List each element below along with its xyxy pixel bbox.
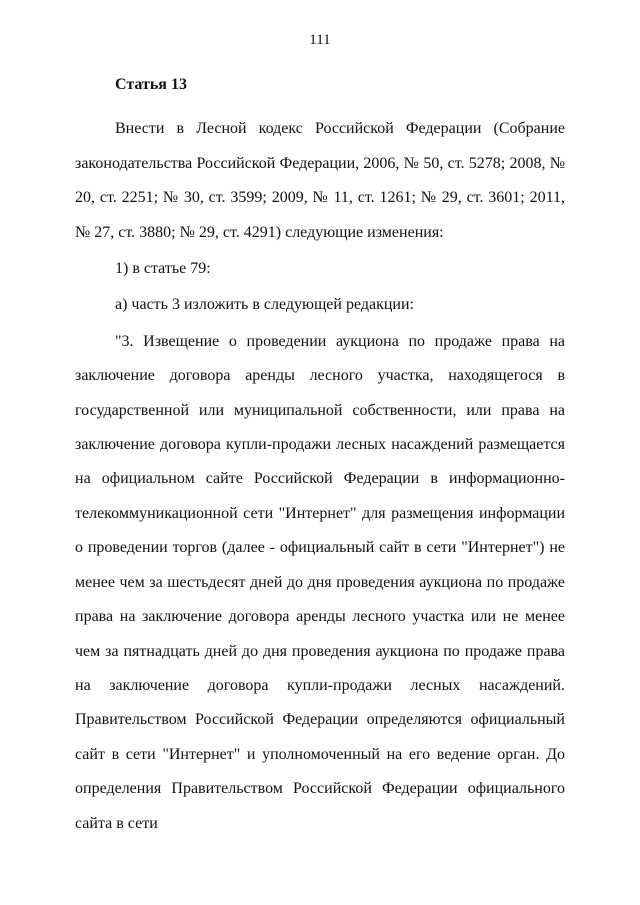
article-heading: Статья 13 (115, 76, 187, 93)
paragraph-subitem-a: а) часть 3 изложить в следующей редакции: (115, 296, 414, 314)
document-body (75, 68, 565, 841)
page-number: 111 (309, 32, 331, 48)
paragraph-intro: Внести в Лесной кодекс Российской Федерации (Собрание законодательства Российской Федерации, 2006, № 50, ст. 5278; 2008, № 20, ст. 2251; № 30, ст. 3599; 2009, № 11, ст. 1261; № 29, ст. 3601; 2011, № 27, ст. 3880; № 29, ст. 4291) следующие изменения: (75, 120, 565, 241)
paragraph-item-1: 1) в статье 79: (115, 260, 211, 278)
paragraph-quoted-text: "3. Извещение о проведении аукциона по продаже права на заключение договора аренды лесного участка, находящегося в государственной или муниципальной собственности, или права на заключение договора купли-продажи лесных насаждений размещается на официальном сайте Российской Федерации в информационно-телекоммуникационной сети "Интернет" для размещения информации о проведении торгов (далее - официальный сайт в сети "Интернет") не менее чем за шестьдесят дней до дня проведения аукциона по продаже права на заключение договора аренды лесного участка или не менее чем за пятнадцать дней до дня проведения аукциона по продаже права на заключение договора купли-продажи лесных насаждений. Правительством Российской Федерации определяются официальный сайт в сети "Интернет" и уполномоченный на его ведение орган. До определения Правительством Российской Федерации официального сайта в сети (75, 332, 565, 832)
